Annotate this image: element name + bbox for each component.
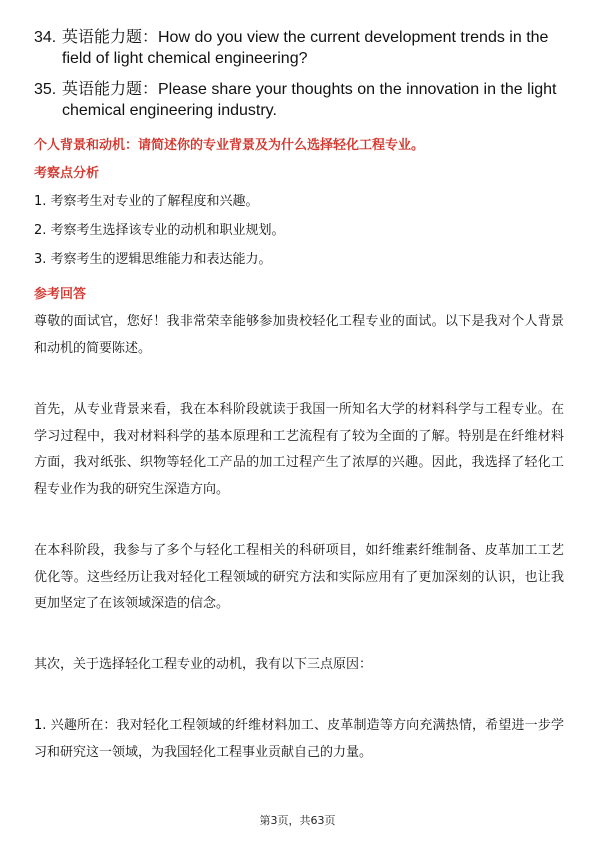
answer-paragraph: 尊敬的面试官，您好！我非常荣幸能够参加贵校轻化工程专业的面试。以下是我对个人背景和动机的简要陈述。 xyxy=(34,314,564,356)
question-number: 35. xyxy=(34,81,57,98)
question-text: 英语能力题：How do you view the current development trends in the field of light chemical engineering? xyxy=(62,29,549,67)
page-footer: 第3页，共63页 xyxy=(259,814,336,827)
question-34 xyxy=(34,27,564,69)
answer-paragraph: 在本科阶段，我参与了多个与轻化工程相关的科研项目，如纤维素纤维制备、皮革加工工艺优化等。这些经历让我对轻化工程领域的研究方法和实际应用有了更加深刻的认识，也让我更加坚定了在该领域深造的信念。 xyxy=(34,543,564,611)
answer-paragraph: 首先，从专业背景来看，我在本科阶段就读于我国一所知名大学的材料科学与工程专业。在学习过程中，我对材料科学的基本原理和工艺流程有了较为全面的了解。特别是在纤维材料方面，我对纸张、织物等轻化工产品的加工过程产生了浓厚的兴趣。因此，我选择了轻化工程专业作为我的研究生深造方向。 xyxy=(34,402,564,497)
question-35 xyxy=(34,79,564,121)
analysis-item: 2. 考察考生选择该专业的动机和职业规划。 xyxy=(34,223,285,238)
analysis-item: 1. 考察考生对专业的了解程度和兴趣。 xyxy=(34,194,259,209)
question-number: 34. xyxy=(34,29,57,46)
answer-heading: 参考回答 xyxy=(34,287,87,302)
answer-paragraph: 1. 兴趣所在：我对轻化工程领域的纤维材料加工、皮革制造等方向充满热情，希望进一步学习和研究这一领域，为我国轻化工程事业贡献自己的力量。 xyxy=(34,718,564,760)
analysis-item: 3. 考察考生的逻辑思维能力和表达能力。 xyxy=(34,252,272,267)
topic-heading: 个人背景和动机：请简述你的专业背景及为什么选择轻化工程专业。 xyxy=(34,138,425,153)
analysis-heading: 考察点分析 xyxy=(34,166,100,181)
answer-paragraph: 其次，关于选择轻化工程专业的动机，我有以下三点原因： xyxy=(34,657,373,672)
question-text: 英语能力题：Please share your thoughts on the innovation in the light chemical engineering industry. xyxy=(62,81,557,119)
